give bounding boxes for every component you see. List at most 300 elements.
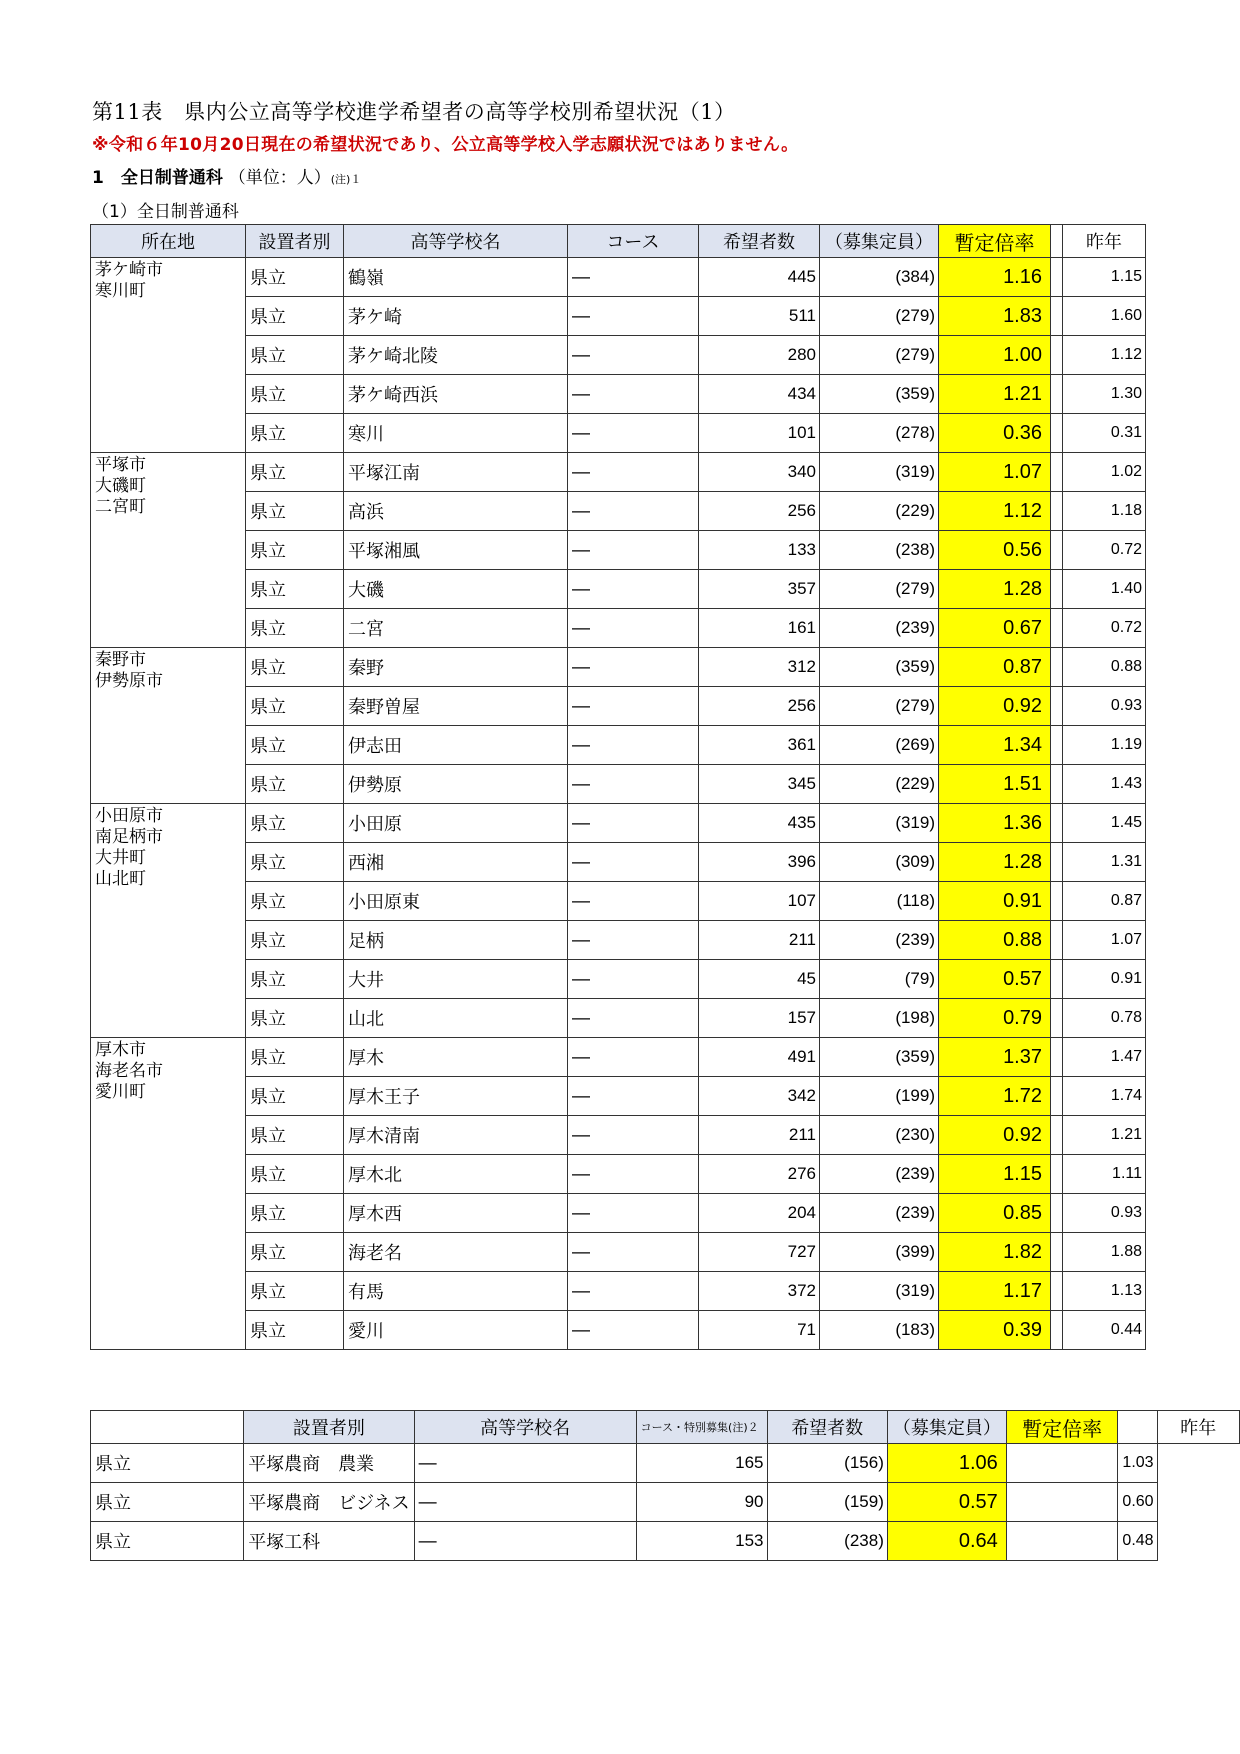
course-cell: ― — [568, 1077, 699, 1116]
rate-cell: 1.15 — [939, 1155, 1051, 1194]
header-capacity: （募集定員） — [820, 225, 939, 258]
prev-year-cell: 0.44 — [1063, 1311, 1146, 1350]
applicants-cell: 133 — [699, 531, 820, 570]
capacity-cell: (359) — [820, 375, 939, 414]
prev-year-cell: 1.60 — [1063, 297, 1146, 336]
rate-cell: 0.87 — [939, 648, 1051, 687]
gap-cell — [1051, 1311, 1063, 1350]
course-cell: ― — [568, 648, 699, 687]
applicants-cell: 434 — [699, 375, 820, 414]
school-name-cell: 足柄 — [344, 921, 568, 960]
applicants-cell: 372 — [699, 1272, 820, 1311]
location-line: 小田原市 — [95, 806, 163, 826]
course-cell: ― — [568, 258, 699, 297]
prev-year-cell: 0.78 — [1063, 999, 1146, 1038]
course-cell: ― — [568, 999, 699, 1038]
school-name-cell: 伊勢原 — [344, 765, 568, 804]
table-row — [91, 336, 1146, 375]
school-name-cell: 秦野曽屋 — [344, 687, 568, 726]
rate-cell: 1.28 — [939, 843, 1051, 882]
capacity-cell: (384) — [820, 258, 939, 297]
school-name-cell: 鶴嶺 — [344, 258, 568, 297]
school-name-cell: 山北 — [344, 999, 568, 1038]
gap-cell — [1051, 492, 1063, 531]
school-name-cell: 厚木清南 — [344, 1116, 568, 1155]
table-row — [91, 921, 1146, 960]
rate-cell: 1.07 — [939, 453, 1051, 492]
prev-year-cell: 0.31 — [1063, 414, 1146, 453]
school-name-cell: 茅ケ崎 — [344, 297, 568, 336]
founder-cell: 県立 — [246, 336, 344, 375]
prev-year-cell: 1.45 — [1063, 804, 1146, 843]
capacity-cell: (199) — [820, 1077, 939, 1116]
table-row — [91, 1194, 1146, 1233]
prev-year-cell: 1.43 — [1063, 765, 1146, 804]
rate-cell: 1.21 — [939, 375, 1051, 414]
gap-cell — [1051, 843, 1063, 882]
school-name-cell: 大井 — [344, 960, 568, 999]
course-cell: ― — [568, 1155, 699, 1194]
rate-cell: 1.82 — [939, 1233, 1051, 1272]
prev-year-cell: 0.88 — [1063, 648, 1146, 687]
school-name-cell: 平塚農商 ビジネス — [244, 1483, 414, 1522]
header-course: コース — [568, 225, 699, 258]
prev-year-cell: 1.02 — [1063, 453, 1146, 492]
table-row — [91, 258, 1146, 297]
table-row — [91, 453, 1146, 492]
header-school: 高等学校名 — [414, 1411, 636, 1444]
applicants-cell: 211 — [699, 921, 820, 960]
founder-cell: 県立 — [246, 492, 344, 531]
applicants-cell: 491 — [699, 1038, 820, 1077]
gap-cell — [1051, 297, 1063, 336]
prev-year-cell: 0.93 — [1063, 1194, 1146, 1233]
section-note: (注)１ — [330, 173, 362, 186]
course-cell: ― — [568, 765, 699, 804]
location-line: 伊勢原市 — [95, 671, 163, 691]
table-row — [91, 375, 1146, 414]
gap-cell — [1006, 1522, 1118, 1561]
capacity-cell: (279) — [820, 570, 939, 609]
gap-cell — [1051, 1194, 1063, 1233]
founder-cell: 県立 — [246, 453, 344, 492]
course-cell: ― — [414, 1483, 636, 1522]
prev-year-cell: 1.03 — [1118, 1444, 1157, 1483]
founder-cell: 県立 — [246, 687, 344, 726]
table-row — [91, 1155, 1146, 1194]
gap-cell — [1051, 999, 1063, 1038]
table-row — [91, 1444, 1240, 1483]
course-cell: ― — [568, 336, 699, 375]
applicants-cell: 280 — [699, 336, 820, 375]
rate-cell: 1.00 — [939, 336, 1051, 375]
location-line: 愛川町 — [95, 1082, 146, 1102]
applicants-cell: 101 — [699, 414, 820, 453]
course-cell: ― — [568, 1233, 699, 1272]
capacity-cell: (278) — [820, 414, 939, 453]
rate-cell: 0.92 — [939, 1116, 1051, 1155]
school-name-cell: 秦野 — [344, 648, 568, 687]
rate-cell: 1.28 — [939, 570, 1051, 609]
prev-year-cell: 0.72 — [1063, 609, 1146, 648]
header-gap — [1051, 225, 1063, 258]
location-line: 秦野市 — [95, 650, 146, 670]
applicants-cell: 165 — [636, 1444, 767, 1483]
header-prev: 昨年 — [1157, 1411, 1239, 1444]
gap-cell — [1051, 609, 1063, 648]
applicants-cell: 45 — [699, 960, 820, 999]
table-row — [91, 1233, 1146, 1272]
capacity-cell: (279) — [820, 687, 939, 726]
founder-cell: 県立 — [246, 1038, 344, 1077]
founder-cell: 県立 — [246, 1155, 344, 1194]
location-line: 大磯町 — [95, 476, 146, 496]
applicants-cell: 727 — [699, 1233, 820, 1272]
table-row — [91, 531, 1146, 570]
capacity-cell: (319) — [820, 804, 939, 843]
rate-cell: 0.79 — [939, 999, 1051, 1038]
school-name-cell: 茅ケ崎西浜 — [344, 375, 568, 414]
founder-cell: 県立 — [246, 570, 344, 609]
capacity-cell: (269) — [820, 726, 939, 765]
capacity-cell: (319) — [820, 1272, 939, 1311]
location-line: 茅ケ崎市 — [95, 260, 163, 280]
table-row — [91, 1038, 1146, 1077]
capacity-cell: (279) — [820, 297, 939, 336]
rate-cell: 1.37 — [939, 1038, 1051, 1077]
school-name-cell: 愛川 — [344, 1311, 568, 1350]
capacity-cell: (79) — [820, 960, 939, 999]
course-cell: ― — [568, 531, 699, 570]
prev-year-cell: 1.15 — [1063, 258, 1146, 297]
course-cell: ― — [414, 1522, 636, 1561]
gap-cell — [1051, 1038, 1063, 1077]
founder-cell: 県立 — [91, 1444, 244, 1483]
table-row — [91, 648, 1146, 687]
capacity-cell: (118) — [820, 882, 939, 921]
gap-cell — [1051, 1233, 1063, 1272]
gap-cell — [1051, 336, 1063, 375]
school-name-cell: 厚木王子 — [344, 1077, 568, 1116]
location-cell — [91, 453, 246, 648]
applicants-cell: 396 — [699, 843, 820, 882]
founder-cell: 県立 — [246, 1116, 344, 1155]
applicants-cell: 342 — [699, 1077, 820, 1116]
rate-cell: 0.56 — [939, 531, 1051, 570]
gap-cell — [1051, 804, 1063, 843]
applicants-cell: 345 — [699, 765, 820, 804]
gap-cell — [1051, 1116, 1063, 1155]
gap-cell — [1051, 687, 1063, 726]
prev-year-cell: 0.72 — [1063, 531, 1146, 570]
school-table-general — [90, 224, 1146, 1350]
rate-cell: 1.16 — [939, 258, 1051, 297]
location-line: 平塚市 — [95, 455, 146, 475]
table-row — [91, 492, 1146, 531]
capacity-cell: (239) — [820, 1155, 939, 1194]
section-unit: （単位：人） — [228, 168, 331, 188]
school-name-cell: 厚木北 — [344, 1155, 568, 1194]
subsection-heading: （1）全日制普通科 — [92, 202, 239, 222]
location-cell — [91, 804, 246, 1038]
founder-cell: 県立 — [246, 414, 344, 453]
rate-cell: 1.06 — [887, 1444, 1006, 1483]
capacity-cell: (238) — [820, 531, 939, 570]
founder-cell: 県立 — [246, 1194, 344, 1233]
capacity-cell: (183) — [820, 1311, 939, 1350]
applicants-cell: 211 — [699, 1116, 820, 1155]
capacity-cell: (239) — [820, 1194, 939, 1233]
gap-cell — [1051, 570, 1063, 609]
school-name-cell: 小田原東 — [344, 882, 568, 921]
applicants-cell: 71 — [699, 1311, 820, 1350]
table-row — [91, 1272, 1146, 1311]
prev-year-cell: 0.91 — [1063, 960, 1146, 999]
capacity-cell: (319) — [820, 453, 939, 492]
gap-cell — [1051, 375, 1063, 414]
school-name-cell: 大磯 — [344, 570, 568, 609]
course-cell: ― — [568, 414, 699, 453]
course-cell: ― — [568, 1038, 699, 1077]
gap-cell — [1051, 1155, 1063, 1194]
header-prev: 昨年 — [1063, 225, 1146, 258]
course-cell: ― — [414, 1444, 636, 1483]
header-school: 高等学校名 — [344, 225, 568, 258]
gap-cell — [1051, 921, 1063, 960]
table-row — [91, 999, 1146, 1038]
rate-cell: 0.92 — [939, 687, 1051, 726]
school-name-cell: 小田原 — [344, 804, 568, 843]
table-row — [91, 1077, 1146, 1116]
table-row — [91, 297, 1146, 336]
prev-year-cell: 1.21 — [1063, 1116, 1146, 1155]
location-line: 山北町 — [95, 869, 146, 889]
rate-cell: 1.17 — [939, 1272, 1051, 1311]
table-row — [91, 882, 1146, 921]
founder-cell: 県立 — [246, 531, 344, 570]
rate-cell: 1.34 — [939, 726, 1051, 765]
gap-cell — [1051, 960, 1063, 999]
school-name-cell: 海老名 — [344, 1233, 568, 1272]
school-name-cell: 平塚農商 農業 — [244, 1444, 414, 1483]
gap-cell — [1006, 1444, 1118, 1483]
course-cell: ― — [568, 921, 699, 960]
school-name-cell: 厚木 — [344, 1038, 568, 1077]
location-cell — [91, 258, 246, 453]
header-capacity: （募集定員） — [887, 1411, 1006, 1444]
school-name-cell: 寒川 — [344, 414, 568, 453]
course-cell: ― — [568, 570, 699, 609]
table-row — [91, 843, 1146, 882]
table-row — [91, 804, 1146, 843]
school-name-cell: 厚木西 — [344, 1194, 568, 1233]
applicants-cell: 256 — [699, 492, 820, 531]
applicants-cell: 153 — [636, 1522, 767, 1561]
applicants-cell: 157 — [699, 999, 820, 1038]
founder-cell: 県立 — [246, 375, 344, 414]
rate-cell: 1.83 — [939, 297, 1051, 336]
header-rate: 暫定倍率 — [939, 225, 1051, 258]
capacity-cell: (359) — [820, 1038, 939, 1077]
course-cell: ― — [568, 492, 699, 531]
prev-year-cell: 1.19 — [1063, 726, 1146, 765]
school-name-cell: 平塚湘風 — [344, 531, 568, 570]
applicants-cell: 204 — [699, 1194, 820, 1233]
course-cell: ― — [568, 1116, 699, 1155]
capacity-cell: (156) — [767, 1444, 887, 1483]
capacity-cell: (309) — [820, 843, 939, 882]
gap-cell — [1051, 882, 1063, 921]
applicants-cell: 256 — [699, 687, 820, 726]
course-cell: ― — [568, 375, 699, 414]
founder-cell: 県立 — [246, 297, 344, 336]
table-row — [91, 609, 1146, 648]
table-row — [91, 414, 1146, 453]
location-line: 二宮町 — [95, 497, 146, 517]
prev-year-cell: 1.12 — [1063, 336, 1146, 375]
table-row — [91, 960, 1146, 999]
rate-cell: 0.39 — [939, 1311, 1051, 1350]
school-name-cell: 茅ケ崎北陵 — [344, 336, 568, 375]
course-cell: ― — [568, 687, 699, 726]
founder-cell: 県立 — [246, 1233, 344, 1272]
prev-year-cell: 0.60 — [1118, 1483, 1157, 1522]
founder-cell: 県立 — [246, 804, 344, 843]
founder-cell: 県立 — [246, 609, 344, 648]
course-cell: ― — [568, 1272, 699, 1311]
founder-cell: 県立 — [246, 726, 344, 765]
prev-year-cell: 0.48 — [1118, 1522, 1157, 1561]
table-header-row — [91, 1411, 1240, 1444]
applicants-cell: 445 — [699, 258, 820, 297]
rate-cell: 0.64 — [887, 1522, 1006, 1561]
table-row — [91, 1483, 1240, 1522]
founder-cell: 県立 — [246, 258, 344, 297]
location-line: 寒川町 — [95, 281, 146, 301]
course-cell: ― — [568, 1194, 699, 1233]
rate-cell: 0.85 — [939, 1194, 1051, 1233]
course-cell: ― — [568, 609, 699, 648]
header-gap — [1118, 1411, 1157, 1444]
applicants-cell: 340 — [699, 453, 820, 492]
prev-year-cell: 0.93 — [1063, 687, 1146, 726]
prev-year-cell: 1.88 — [1063, 1233, 1146, 1272]
header-location-blank — [91, 1411, 244, 1444]
rate-cell: 1.51 — [939, 765, 1051, 804]
header-applicants: 希望者数 — [767, 1411, 887, 1444]
gap-cell — [1051, 258, 1063, 297]
founder-cell: 県立 — [246, 999, 344, 1038]
gap-cell — [1051, 414, 1063, 453]
table-row — [91, 570, 1146, 609]
prev-year-cell: 1.30 — [1063, 375, 1146, 414]
prev-year-cell: 0.87 — [1063, 882, 1146, 921]
capacity-cell: (238) — [767, 1522, 887, 1561]
capacity-cell: (230) — [820, 1116, 939, 1155]
header-location: 所在地 — [91, 225, 246, 258]
notice-text: ※令和６年10月20日現在の希望状況であり、公立高等学校入学志願状況ではありません。 — [92, 135, 799, 155]
course-cell: ― — [568, 1311, 699, 1350]
header-applicants: 希望者数 — [699, 225, 820, 258]
table-row — [91, 765, 1146, 804]
founder-cell: 県立 — [246, 1272, 344, 1311]
table-row — [91, 1522, 1240, 1561]
capacity-cell: (159) — [767, 1483, 887, 1522]
document-title: 第11表 県内公立高等学校進学希望者の高等学校別希望状況（1） — [92, 100, 736, 124]
applicants-cell: 357 — [699, 570, 820, 609]
gap-cell — [1006, 1483, 1118, 1522]
capacity-cell: (239) — [820, 921, 939, 960]
gap-cell — [1051, 531, 1063, 570]
gap-cell — [1051, 1272, 1063, 1311]
gap-cell — [1051, 726, 1063, 765]
founder-cell: 県立 — [246, 1311, 344, 1350]
gap-cell — [1051, 765, 1063, 804]
capacity-cell: (229) — [820, 492, 939, 531]
applicants-cell: 107 — [699, 882, 820, 921]
founder-cell: 県立 — [246, 765, 344, 804]
school-name-cell: 平塚工科 — [244, 1522, 414, 1561]
course-cell: ― — [568, 882, 699, 921]
school-name-cell: 二宮 — [344, 609, 568, 648]
location-line: 南足柄市 — [95, 827, 163, 847]
school-name-cell: 平塚江南 — [344, 453, 568, 492]
founder-cell: 県立 — [91, 1483, 244, 1522]
course-cell: ― — [568, 726, 699, 765]
course-cell: ― — [568, 843, 699, 882]
prev-year-cell: 1.18 — [1063, 492, 1146, 531]
school-name-cell: 有馬 — [344, 1272, 568, 1311]
header-rate: 暫定倍率 — [1006, 1411, 1118, 1444]
capacity-cell: (229) — [820, 765, 939, 804]
rate-cell: 0.67 — [939, 609, 1051, 648]
school-table-special — [90, 1410, 1240, 1561]
table-row — [91, 726, 1146, 765]
founder-cell: 県立 — [246, 1077, 344, 1116]
section-heading — [92, 163, 361, 188]
founder-cell: 県立 — [246, 960, 344, 999]
table-row — [91, 687, 1146, 726]
applicants-cell: 312 — [699, 648, 820, 687]
capacity-cell: (239) — [820, 609, 939, 648]
location-line: 厚木市 — [95, 1040, 146, 1060]
capacity-cell: (279) — [820, 336, 939, 375]
rate-cell: 0.57 — [939, 960, 1051, 999]
prev-year-cell: 1.40 — [1063, 570, 1146, 609]
rate-cell: 0.36 — [939, 414, 1051, 453]
applicants-cell: 361 — [699, 726, 820, 765]
founder-cell: 県立 — [91, 1522, 244, 1561]
school-name-cell: 伊志田 — [344, 726, 568, 765]
rate-cell: 0.91 — [939, 882, 1051, 921]
course-cell: ― — [568, 453, 699, 492]
header-course-special: コース・特別募集(注)２ — [636, 1411, 767, 1444]
location-cell — [91, 648, 246, 804]
founder-cell: 県立 — [246, 843, 344, 882]
table-row — [91, 1116, 1146, 1155]
prev-year-cell: 1.74 — [1063, 1077, 1146, 1116]
gap-cell — [1051, 1077, 1063, 1116]
location-line: 海老名市 — [95, 1061, 163, 1081]
prev-year-cell: 1.11 — [1063, 1155, 1146, 1194]
prev-year-cell: 1.07 — [1063, 921, 1146, 960]
capacity-cell: (399) — [820, 1233, 939, 1272]
location-line: 大井町 — [95, 848, 146, 868]
course-cell: ― — [568, 804, 699, 843]
table-row — [91, 1311, 1146, 1350]
table-header-row — [91, 225, 1146, 258]
rate-cell: 1.12 — [939, 492, 1051, 531]
